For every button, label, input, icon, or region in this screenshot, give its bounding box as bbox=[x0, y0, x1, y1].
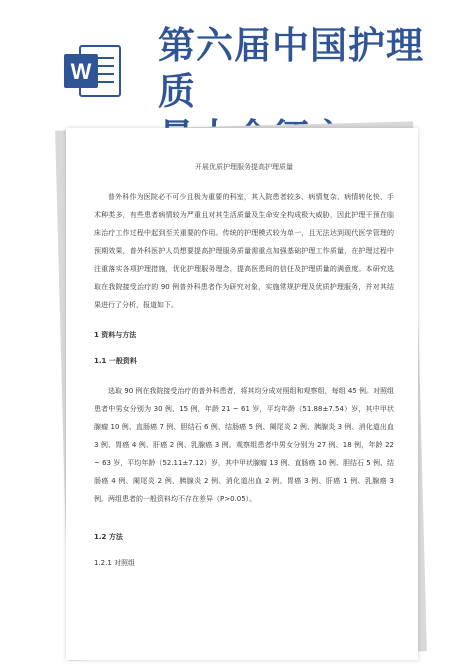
banner-title-line1: 第六届中国护理质 bbox=[158, 23, 424, 113]
section-heading-1-2-1: 1.2.1 对照组 bbox=[94, 559, 136, 567]
materials-paragraph: 选取 90 例在我院接受治疗的普外科患者，将其均分成对照组和观察组，每组 45 例。对照组患者中男女分别为 30 例、15 例，年龄 21 ~ 61 岁，平均年龄（51.88±7.54）岁，其中甲状腺瘤 10 例、直肠癌 7 例、胆结石 6 例、结肠癌 5 例、阑尾炎 2 例、胰腺炎 3 例、消化道出血 3 例、胃癌 4 例、肝癌 2 例、乳腺癌 3 例。观察组患者中男女分别为 27 例、18 例，年龄 22 ~ 63 岁，平均年龄（52.11±7.12）岁，其中甲状腺瘤 13 例、直肠癌 10 例、胆结石 5 例、结肠癌 4 例、阑尾炎 2 例、胰腺炎 2 例、消化道出血 2 例、胃癌 3 例、肝癌 1 例、乳腺癌 3 例。两组患者的一般资料均不存在差异（P>0.05）。 bbox=[94, 387, 394, 503]
section-heading-1-1: 1.1 一般资料 bbox=[94, 357, 137, 365]
document-body bbox=[94, 158, 394, 572]
banner bbox=[0, 0, 474, 120]
section-heading-1: 1 资料与方法 bbox=[94, 331, 137, 339]
section-heading-1-2: 1.2 方法 bbox=[94, 533, 123, 541]
intro-paragraph: 普外科作为医院必不可少且极为重要的科室，其入院患者较多、病情复杂、病情转化快、手术种类多，有些患者病情较为严重且对其生活质量及生命安全构成极大威胁，因此护理干预在临床治疗工作过程中起到至关重要的作用。传统的护理模式较为单一，且无法达到现代医学管理的预期效果，普外科医护人员想要提高护理服务质量需重点加强基础护理工作质量，在护理过程中注重落实各项护理措施，优化护理服务理念，提高医患间的信任及护理质量的满意度。本研究选取在我院接受治疗的 90 例普外科患者作为研究对象，实施常规护理及优质护理服务，并对其结果进行了分析，报道如下。 bbox=[94, 193, 394, 309]
word-document-icon bbox=[62, 40, 124, 102]
document-page bbox=[66, 128, 418, 660]
word-logo-letter: W bbox=[70, 59, 92, 84]
document-title: 开展优质护理服务提高护理质量 bbox=[195, 163, 293, 171]
